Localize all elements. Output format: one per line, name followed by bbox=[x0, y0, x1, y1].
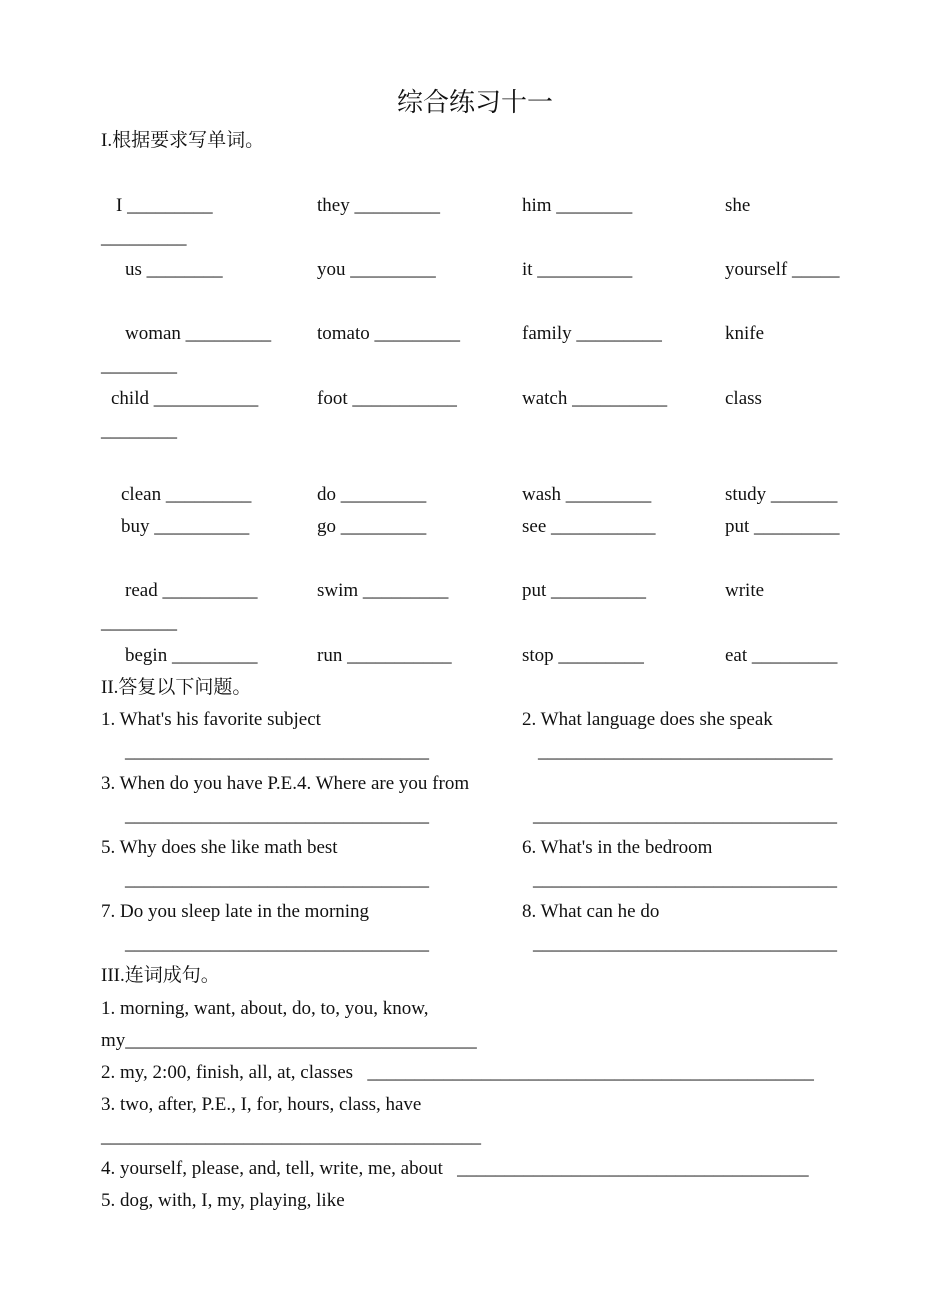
word-cell: wash _________ bbox=[522, 484, 652, 505]
word-cell: knife bbox=[725, 323, 765, 344]
word-cell: run ___________ bbox=[317, 645, 452, 666]
word-cell: go _________ bbox=[317, 516, 427, 537]
section1-heading: I.根据要求写单词。 bbox=[101, 130, 265, 151]
question-text: 2. What language does she speak bbox=[522, 709, 773, 730]
sentence-item: my_____________________________________ bbox=[101, 1030, 477, 1051]
sentence-item: 3. two, after, P.E., I, for, hours, class, have bbox=[101, 1094, 422, 1115]
sentence-item: ________________________________________ bbox=[101, 1126, 481, 1147]
question-text: 8. What can he do bbox=[522, 901, 660, 922]
word-cell: tomato _________ bbox=[317, 323, 461, 344]
word-cell: swim _________ bbox=[317, 580, 449, 601]
answer-line: ________________________________ bbox=[533, 933, 837, 954]
answer-line: ________________________________ bbox=[125, 933, 429, 954]
word-cell: she bbox=[725, 195, 751, 216]
word-cell: put _________ bbox=[725, 516, 840, 537]
word-cell: foot ___________ bbox=[317, 388, 457, 409]
sentence-item: 2. my, 2:00, finish, all, at, classes _______________________________________________ bbox=[101, 1062, 814, 1083]
answer-line: ________________________________ bbox=[533, 869, 837, 890]
answer-line: ________________________________ bbox=[125, 741, 429, 762]
question-text: 5. Why does she like math best bbox=[101, 837, 338, 858]
section3-heading: III.连词成句。 bbox=[101, 965, 220, 986]
word-cell: child ___________ bbox=[111, 388, 259, 409]
sentence-item: 4. yourself, please, and, tell, write, me, about _____________________________________ bbox=[101, 1158, 809, 1179]
word-cell: you _________ bbox=[317, 259, 436, 280]
sentence-item: 5. dog, with, I, my, playing, like bbox=[101, 1190, 345, 1211]
word-cell: it __________ bbox=[522, 259, 633, 280]
word-cell-continuation: ________ bbox=[101, 355, 177, 376]
word-cell-continuation: ________ bbox=[101, 612, 177, 633]
word-cell: watch __________ bbox=[522, 388, 668, 409]
word-cell: family _________ bbox=[522, 323, 662, 344]
word-cell: woman _________ bbox=[125, 323, 272, 344]
word-cell: read __________ bbox=[125, 580, 258, 601]
word-cell: clean _________ bbox=[121, 484, 252, 505]
word-cell: stop _________ bbox=[522, 645, 644, 666]
sentence-item: 1. morning, want, about, do, to, you, know, bbox=[101, 998, 429, 1019]
question-text: 7. Do you sleep late in the morning bbox=[101, 901, 370, 922]
word-cell: study _______ bbox=[725, 484, 838, 505]
word-cell: they _________ bbox=[317, 195, 440, 216]
word-cell: yourself _____ bbox=[725, 259, 840, 280]
answer-line: _______________________________ bbox=[538, 741, 833, 762]
word-cell: see ___________ bbox=[522, 516, 656, 537]
answer-line: ________________________________ bbox=[125, 805, 429, 826]
section2-heading: II.答复以下问题。 bbox=[101, 677, 252, 698]
word-cell: class bbox=[725, 388, 762, 409]
page-title: 综合练习十一 bbox=[396, 88, 553, 117]
answer-line: ________________________________ bbox=[533, 805, 837, 826]
answer-line: ________________________________ bbox=[125, 869, 429, 890]
word-cell: us ________ bbox=[125, 259, 223, 280]
word-cell-continuation: ________ bbox=[101, 420, 177, 441]
word-cell: do _________ bbox=[317, 484, 427, 505]
word-cell: eat _________ bbox=[725, 645, 838, 666]
word-cell: buy __________ bbox=[121, 516, 250, 537]
word-cell: write bbox=[725, 580, 765, 601]
word-cell-continuation: _________ bbox=[101, 227, 187, 248]
word-cell: begin _________ bbox=[125, 645, 258, 666]
word-cell: I _________ bbox=[116, 195, 213, 216]
word-cell: him ________ bbox=[522, 195, 633, 216]
word-cell: put __________ bbox=[522, 580, 647, 601]
question-text: 1. What's his favorite subject bbox=[101, 709, 321, 730]
question-text: 3. When do you have P.E.4. Where are you from bbox=[101, 773, 470, 794]
question-text: 6. What's in the bedroom bbox=[522, 837, 713, 858]
